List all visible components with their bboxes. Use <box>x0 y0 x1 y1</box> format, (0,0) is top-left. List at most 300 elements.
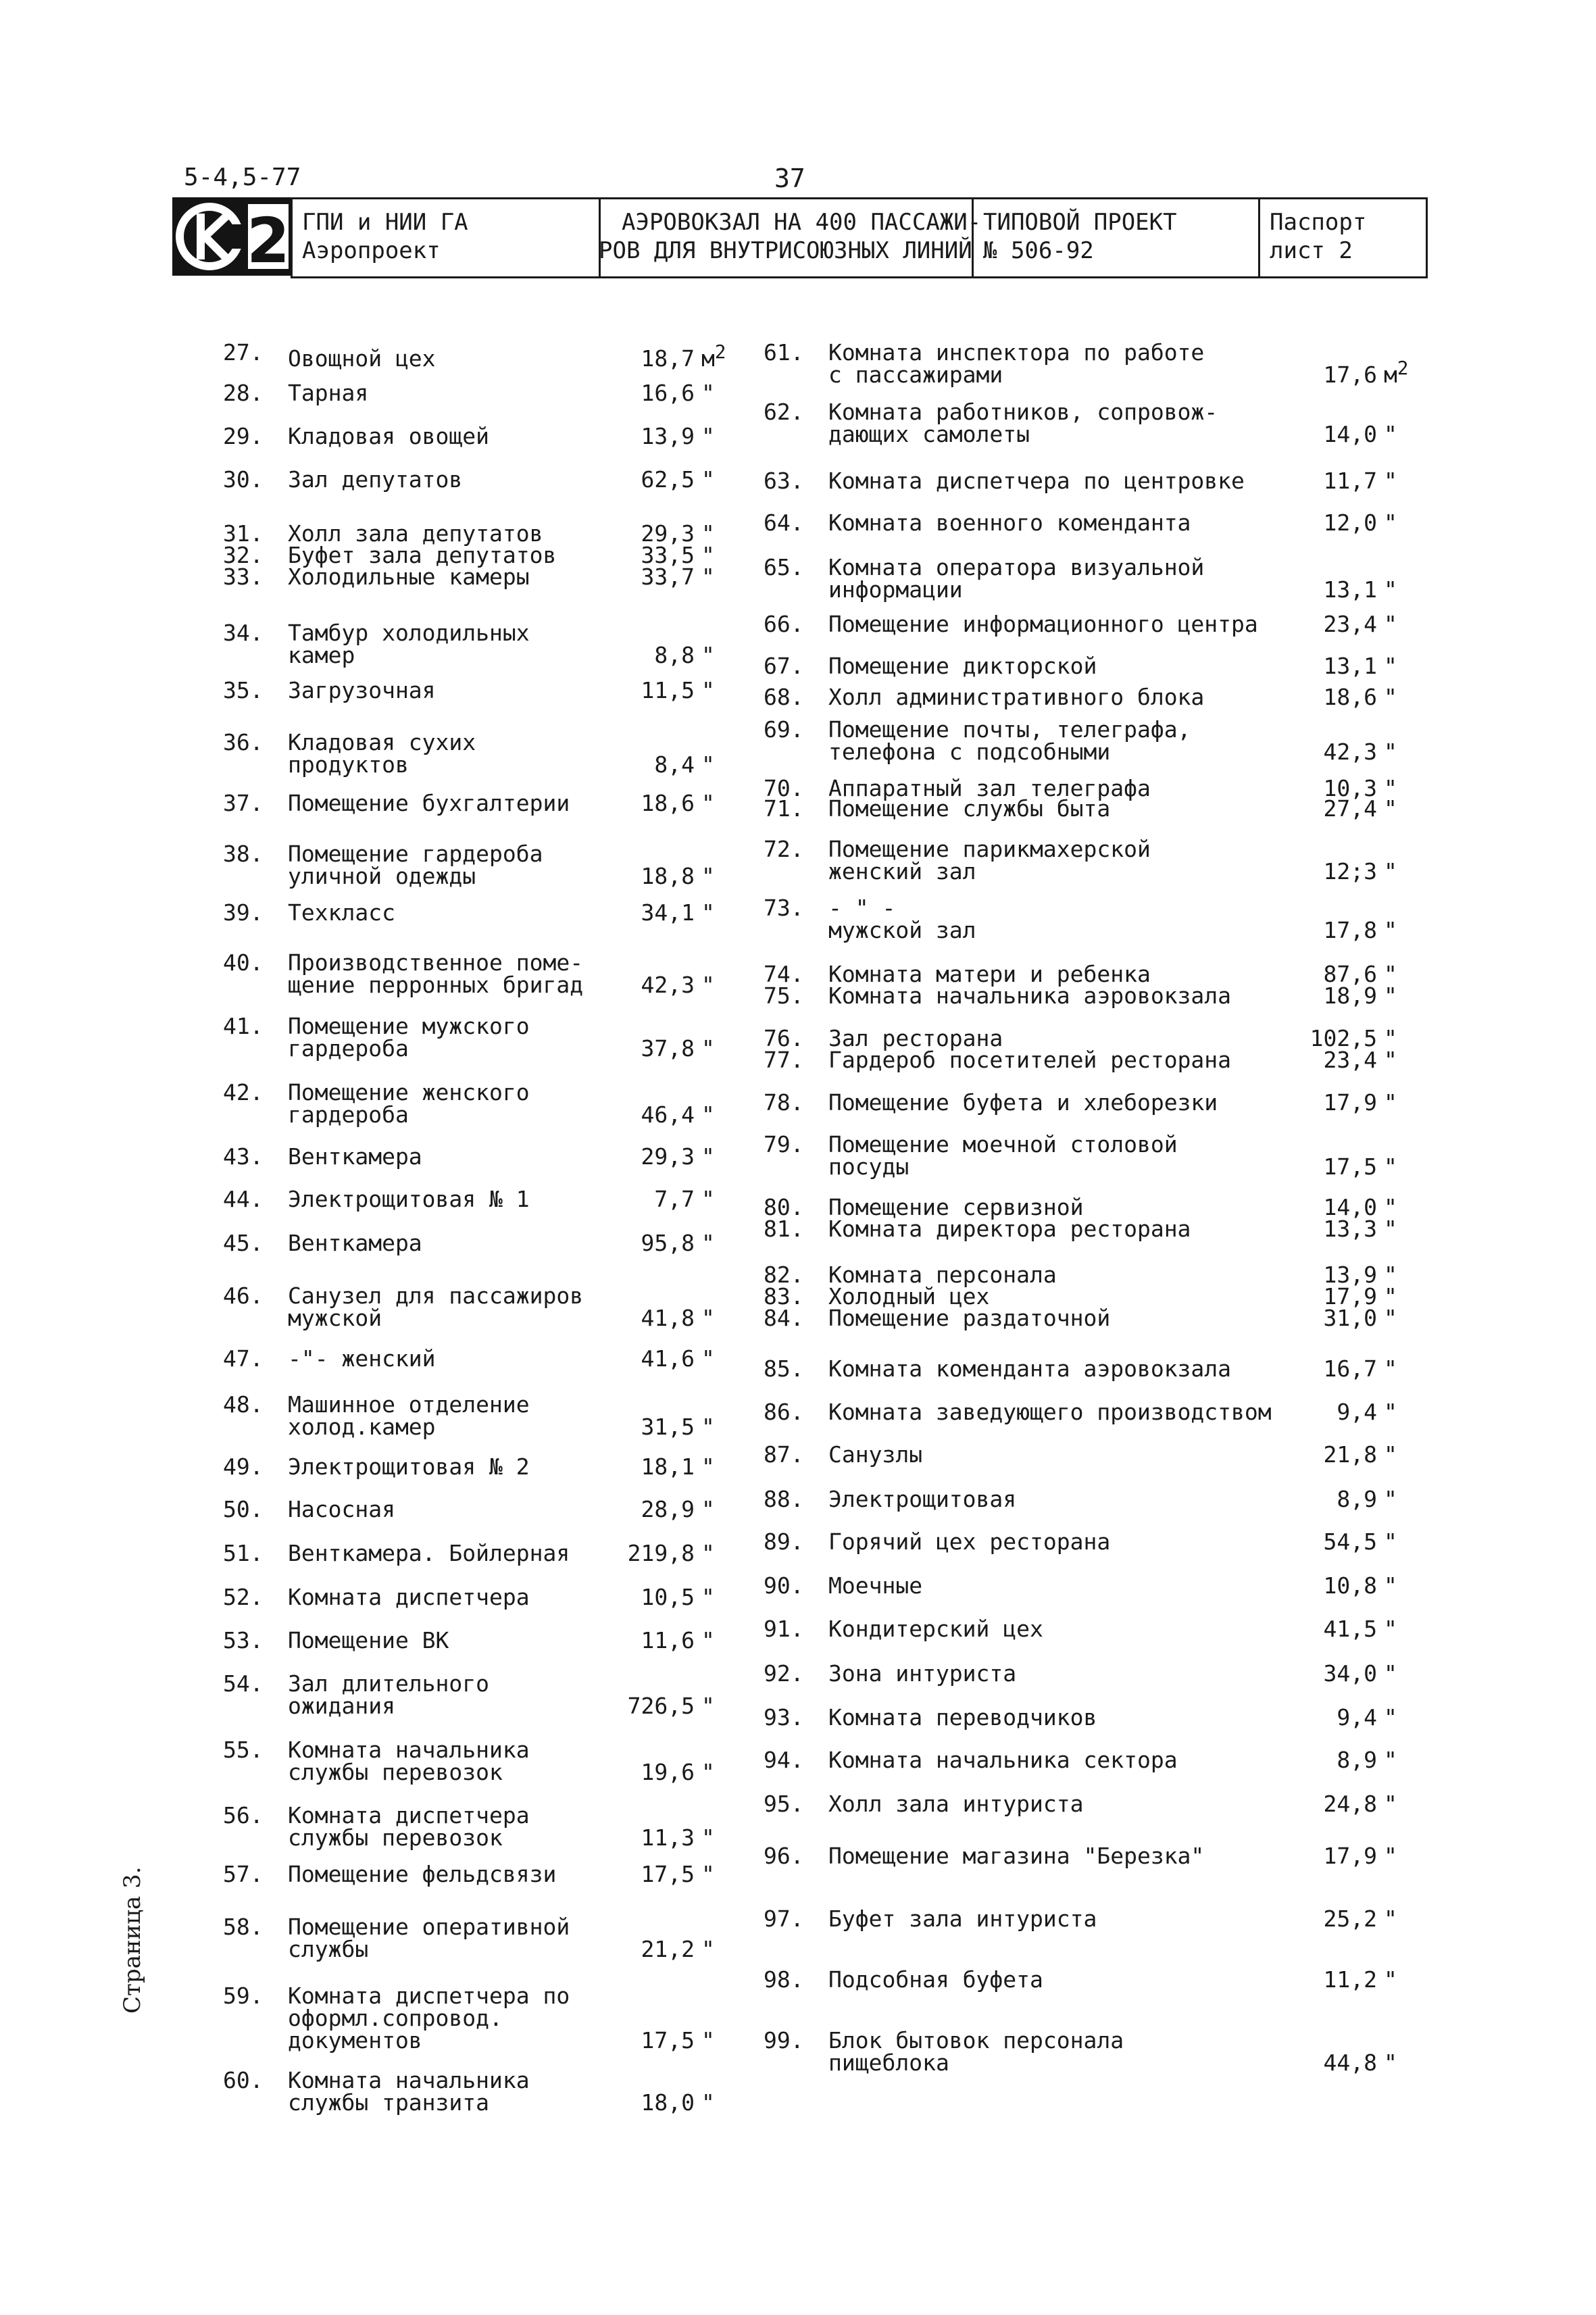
room-area: 31,5 <box>641 1414 695 1440</box>
room-number: 96. <box>764 1843 804 1869</box>
room-name: Овощной цех <box>288 345 436 372</box>
room-name: Насосная <box>288 1496 395 1522</box>
room-number: 33. <box>223 564 264 590</box>
room-name: Кладовая сухих продуктов <box>288 729 476 778</box>
room-row <box>223 843 728 887</box>
room-number: 80. <box>764 1194 804 1220</box>
room-name: Электрощитовая <box>828 1486 1017 1512</box>
room-number: 72. <box>764 836 804 862</box>
room-row <box>223 901 728 924</box>
room-row <box>223 425 728 447</box>
ditto-mark: " <box>1384 421 1397 447</box>
room-area: 8,9 <box>1337 1747 1377 1773</box>
room-name: Комната матери и ребенка <box>828 961 1151 987</box>
project-type: ТИПОВОЙ ПРОЕКТ <box>983 209 1177 236</box>
room-name: Комната начальника службы транзита <box>288 2067 530 2116</box>
room-name: Комната диспетчера <box>288 1584 530 1610</box>
room-area: 34,0 <box>1323 1660 1377 1687</box>
room-number: 39. <box>223 899 264 926</box>
room-row <box>223 1015 728 1060</box>
room-number: 38. <box>223 841 264 867</box>
room-name: Помещение дикторской <box>828 653 1097 679</box>
room-area: 31,0 <box>1323 1305 1377 1331</box>
room-name: Комната персонала <box>828 1262 1057 1288</box>
room-area: 29,3 <box>641 520 695 547</box>
room-number: 35. <box>223 677 264 703</box>
ditto-mark: " <box>1384 858 1397 885</box>
room-area: 33,7 <box>641 564 695 590</box>
room-row <box>764 982 1411 1009</box>
room-name: Машинное отделение холод.камер <box>288 1391 530 1440</box>
room-name: Моечные <box>828 1572 923 1599</box>
room-area: 11,7 <box>1323 468 1377 494</box>
document-title-cell <box>599 197 982 278</box>
room-number: 81. <box>764 1216 804 1242</box>
room-row <box>764 1355 1411 1382</box>
ditto-mark: " <box>1384 1047 1397 1073</box>
room-row <box>764 509 1411 536</box>
room-name: Венткамера <box>288 1230 422 1256</box>
ditto-mark: " <box>701 2027 715 2053</box>
room-name: Комната начальника сектора <box>828 1747 1178 1773</box>
room-row <box>764 1618 1411 1640</box>
room-number: 74. <box>764 961 804 987</box>
passport-cell <box>1260 197 1428 278</box>
organization-subname: Аэропроект <box>302 237 441 264</box>
room-area: 8,9 <box>1337 1486 1377 1512</box>
ditto-mark: " <box>701 899 715 926</box>
project-cell <box>974 197 1260 278</box>
room-row <box>223 1498 728 1520</box>
room-row <box>764 1401 1411 1423</box>
room-name: Зал депутатов <box>288 466 463 493</box>
room-number: 68. <box>764 684 804 710</box>
room-area: 16,7 <box>1323 1355 1377 1382</box>
logo <box>172 197 291 276</box>
room-area: 17,6 <box>1323 362 1377 388</box>
room-area: 37,8 <box>641 1035 695 1062</box>
room-area: 62,5 <box>641 466 695 493</box>
room-row <box>223 1347 728 1370</box>
room-area: 17,5 <box>641 2027 695 2053</box>
room-number: 75. <box>764 982 804 1009</box>
room-row <box>223 382 728 404</box>
room-area: 18,1 <box>641 1453 695 1480</box>
room-area: 10,8 <box>1323 1572 1377 1599</box>
room-number: 79. <box>764 1131 804 1158</box>
organization-name: ГПИ и НИИ ГА <box>302 209 468 236</box>
room-row <box>223 1081 728 1126</box>
ditto-mark: " <box>1384 1441 1397 1468</box>
room-name: Комната коменданта аэровокзала <box>828 1355 1232 1382</box>
room-number: 82. <box>764 1262 804 1288</box>
room-row <box>764 1968 1411 1991</box>
room-name: Зона интуриста <box>828 1660 1017 1687</box>
ditto-mark: " <box>701 1496 715 1522</box>
ditto-mark: " <box>701 2089 715 2116</box>
room-number: 84. <box>764 1305 804 1331</box>
room-row <box>764 1488 1411 1510</box>
room-area: 23,4 <box>1323 611 1377 637</box>
room-row <box>764 1218 1411 1240</box>
room-area: 18,9 <box>1323 982 1377 1009</box>
ditto-mark: " <box>1384 1355 1397 1382</box>
room-number: 55. <box>223 1737 264 1763</box>
room-name: Холодильные камеры <box>288 564 530 590</box>
room-row <box>223 1455 728 1478</box>
room-area: 18,8 <box>641 863 695 889</box>
room-number: 65. <box>764 554 804 580</box>
ditto-mark: " <box>1384 653 1397 679</box>
room-row <box>764 1133 1411 1178</box>
room-row <box>764 341 1411 386</box>
room-name: Комната работников, сопровож- дающих самолеты <box>828 399 1218 447</box>
area-unit <box>695 341 728 370</box>
room-row <box>764 1091 1411 1114</box>
room-row <box>223 1285 728 1329</box>
logo-emblem-icon <box>172 197 291 276</box>
ditto-mark: " <box>701 1936 715 1962</box>
room-name: Помещение информационного центра <box>828 611 1258 637</box>
room-name: Электрощитовая № 2 <box>288 1453 530 1480</box>
room-number: 53. <box>223 1627 264 1653</box>
unit-exponent: 2 <box>714 341 726 363</box>
document-code: 5-4,5-77 <box>184 164 301 191</box>
ditto-mark: " <box>701 1861 715 1887</box>
room-row <box>764 1662 1411 1685</box>
room-area: 12;3 <box>1323 858 1377 885</box>
room-name: Тамбур холодильных камер <box>288 620 530 668</box>
ditto-mark: " <box>1384 1704 1397 1731</box>
room-name: Комната инспектора по работе с пассажирами <box>828 339 1205 388</box>
room-area: 33,5 <box>641 542 695 568</box>
room-area: 41,5 <box>1323 1616 1377 1642</box>
ditto-mark: " <box>1384 1025 1397 1051</box>
room-row <box>223 1863 728 1885</box>
room-name: Блок бытовок персонала пищеблока <box>828 2027 1124 2076</box>
room-name: Венткамера. Бойлерная <box>288 1540 570 1566</box>
room-area: 42,3 <box>641 972 695 998</box>
room-name: Помещение буфета и хлеборезки <box>828 1089 1218 1116</box>
room-area: 24,8 <box>1323 1791 1377 1817</box>
room-name: Кладовая овощей <box>288 423 490 449</box>
room-name: - " - мужской зал <box>828 895 976 943</box>
room-area: 13,3 <box>1323 1216 1377 1242</box>
room-area: 12,0 <box>1323 509 1377 536</box>
ditto-mark: " <box>1384 1843 1397 1869</box>
ditto-mark: " <box>1384 1616 1397 1642</box>
ditto-mark: " <box>1384 2049 1397 2076</box>
ditto-mark: " <box>701 520 715 547</box>
room-number: 77. <box>764 1047 804 1073</box>
ditto-mark: " <box>1384 982 1397 1009</box>
room-number: 30. <box>223 466 264 493</box>
room-area: 11,3 <box>641 1824 695 1851</box>
room-area: 18,7 <box>641 345 695 372</box>
room-name: Комната переводчиков <box>828 1704 1097 1731</box>
room-name: Буфет зала интуриста <box>828 1906 1097 1932</box>
logo-letter: 2 <box>246 205 291 276</box>
room-name: Холл административного блока <box>828 684 1205 710</box>
room-row <box>764 1793 1411 1815</box>
room-area: 41,6 <box>641 1345 695 1372</box>
room-name: Загрузочная <box>288 677 436 703</box>
ditto-mark: " <box>701 1345 715 1372</box>
room-area: 18,6 <box>1323 684 1377 710</box>
room-name: Помещение магазина "Березка" <box>828 1843 1205 1869</box>
room-name: Венткамера <box>288 1143 422 1170</box>
room-number: 28. <box>223 380 264 406</box>
ditto-mark: " <box>1384 917 1397 943</box>
room-name: Комната диспетчера по центровке <box>828 468 1245 494</box>
room-name: Кондитерский цех <box>828 1616 1043 1642</box>
room-row <box>764 797 1411 820</box>
unit-exponent: 2 <box>1397 357 1409 379</box>
room-name: Зал ресторана <box>828 1025 1003 1051</box>
room-area: 23,4 <box>1323 1047 1377 1073</box>
ditto-mark: " <box>701 1143 715 1170</box>
room-name: Техкласс <box>288 899 395 926</box>
unit-symbol: м <box>701 345 715 372</box>
room-name: Комната диспетчера по оформл.сопровод. документов <box>288 1983 570 2053</box>
area-unit <box>1377 357 1411 386</box>
room-area: 25,2 <box>1323 1906 1377 1932</box>
ditto-mark: " <box>701 380 715 406</box>
room-row <box>223 1739 728 1783</box>
room-row <box>223 1232 728 1254</box>
room-name: Комната диспетчера службы перевозок <box>288 1802 530 1851</box>
room-area: 19,6 <box>641 1759 695 1785</box>
room-number: 60. <box>223 2067 264 2093</box>
room-area: 44,8 <box>1323 2049 1377 2076</box>
room-number: 51. <box>223 1540 264 1566</box>
ditto-mark: " <box>1384 684 1397 710</box>
room-row <box>223 1188 728 1210</box>
room-number: 91. <box>764 1616 804 1642</box>
ditto-mark: " <box>701 1540 715 1566</box>
ditto-mark: " <box>701 564 715 590</box>
room-name: Помещение сервизной <box>828 1194 1084 1220</box>
room-number: 41. <box>223 1013 264 1039</box>
room-row <box>223 2069 728 2114</box>
room-number: 44. <box>223 1186 264 1212</box>
room-row <box>764 1049 1411 1071</box>
ditto-mark: " <box>701 863 715 889</box>
ditto-mark: " <box>1384 509 1397 536</box>
ditto-mark: " <box>701 790 715 816</box>
room-number: 94. <box>764 1747 804 1773</box>
room-row <box>223 566 728 588</box>
room-number: 49. <box>223 1453 264 1480</box>
room-area: 11,5 <box>641 677 695 703</box>
room-area: 29,3 <box>641 1143 695 1170</box>
room-number: 71. <box>764 795 804 822</box>
room-number: 87. <box>764 1441 804 1468</box>
ditto-mark: " <box>1384 1262 1397 1288</box>
room-area: 11,6 <box>641 1627 695 1653</box>
room-area: 42,3 <box>1323 739 1377 765</box>
room-name: Подсобная буфета <box>828 1966 1043 1993</box>
project-number: № 506-92 <box>983 237 1094 264</box>
room-name: Помещение оперативной службы <box>288 1914 570 1962</box>
room-area: 41,8 <box>641 1305 695 1331</box>
ditto-mark: " <box>1384 1528 1397 1555</box>
room-area: 8,8 <box>654 642 695 668</box>
room-number: 66. <box>764 611 804 637</box>
title-block <box>172 197 1426 276</box>
room-row <box>223 679 728 701</box>
room-row <box>764 1443 1411 1466</box>
ditto-mark: " <box>701 1759 715 1785</box>
ditto-mark: " <box>1384 1399 1397 1425</box>
room-area: 9,4 <box>1337 1704 1377 1731</box>
room-name: Помещение парикмахерской женский зал <box>828 836 1151 885</box>
room-row <box>223 622 728 666</box>
room-number: 69. <box>764 716 804 743</box>
room-area: 9,4 <box>1337 1399 1377 1425</box>
room-name: Комната заведующего производством <box>828 1399 1272 1425</box>
room-number: 46. <box>223 1283 264 1309</box>
ditto-mark: " <box>1384 1216 1397 1242</box>
room-number: 48. <box>223 1391 264 1418</box>
room-number: 62. <box>764 399 804 425</box>
ditto-mark: " <box>701 1824 715 1851</box>
room-row <box>223 1145 728 1168</box>
room-number: 29. <box>223 423 264 449</box>
room-name: Производственное поме- щение перронных бригад <box>288 949 584 998</box>
room-area: 10,5 <box>641 1584 695 1610</box>
room-area: 46,4 <box>641 1101 695 1128</box>
room-number: 52. <box>223 1584 264 1610</box>
room-number: 95. <box>764 1791 804 1817</box>
room-row <box>223 731 728 776</box>
room-area: 17,5 <box>641 1861 695 1887</box>
room-area: 18,6 <box>641 790 695 816</box>
room-area: 219,8 <box>627 1540 695 1566</box>
room-number: 43. <box>223 1143 264 1170</box>
page-number: 37 <box>774 164 805 193</box>
room-number: 59. <box>223 1983 264 2009</box>
room-name: Комната оператора визуальной информации <box>828 554 1205 603</box>
ditto-mark: " <box>701 466 715 493</box>
room-name: Санузлы <box>828 1441 923 1468</box>
room-name: Буфет зала депутатов <box>288 542 557 568</box>
room-number: 70. <box>764 775 804 801</box>
room-name: Гардероб посетителей ресторана <box>828 1047 1232 1073</box>
ditto-mark: " <box>1384 1660 1397 1687</box>
room-row <box>223 951 728 996</box>
room-name: Зал длительного ожидания <box>288 1670 490 1719</box>
room-number: 45. <box>223 1230 264 1256</box>
room-name: Помещение почты, телеграфа, телефона с подсобными <box>828 716 1191 765</box>
room-number: 57. <box>223 1861 264 1887</box>
room-area: 95,8 <box>641 1230 695 1256</box>
room-row <box>223 1916 728 1960</box>
room-area: 17,9 <box>1323 1089 1377 1116</box>
room-area: 10,3 <box>1323 775 1377 801</box>
room-number: 73. <box>764 895 804 921</box>
room-row <box>223 792 728 814</box>
organization-cell <box>291 197 601 278</box>
room-area: 11,2 <box>1323 1966 1377 1993</box>
ditto-mark: " <box>701 1186 715 1212</box>
ditto-mark: " <box>701 1693 715 1719</box>
room-number: 88. <box>764 1486 804 1512</box>
room-number: 40. <box>223 949 264 976</box>
room-row <box>764 836 1411 885</box>
ditto-mark: " <box>701 1230 715 1256</box>
room-number: 98. <box>764 1966 804 1993</box>
room-name: Санузел для пассажиров мужской <box>288 1283 584 1331</box>
room-number: 67. <box>764 653 804 679</box>
room-row <box>223 1985 728 2051</box>
ditto-mark: " <box>701 972 715 998</box>
room-area: 87,6 <box>1323 961 1377 987</box>
room-area: 13,1 <box>1323 653 1377 679</box>
room-area: 7,7 <box>654 1186 695 1212</box>
room-row <box>764 897 1411 941</box>
ditto-mark: " <box>701 1035 715 1062</box>
ditto-mark: " <box>1384 468 1397 494</box>
sheet-number: лист 2 <box>1270 237 1353 264</box>
ditto-mark: " <box>1384 739 1397 765</box>
room-number: 42. <box>223 1079 264 1105</box>
room-name: Холл зала интуриста <box>828 1791 1084 1817</box>
ditto-mark: " <box>1384 961 1397 987</box>
room-area: 14,0 <box>1323 421 1377 447</box>
room-number: 50. <box>223 1496 264 1522</box>
room-name: Комната начальника службы перевозок <box>288 1737 530 1785</box>
room-area: 34,1 <box>641 899 695 926</box>
room-row <box>764 718 1411 763</box>
room-name: Тарная <box>288 380 369 406</box>
page-side-label: Страница 3. <box>119 1866 146 2014</box>
document-title-line2: РОВ ДЛЯ ВНУТРИСОЮЗНЫХ ЛИНИЙ <box>599 237 972 264</box>
room-name: Помещение моечной столовой посуды <box>828 1131 1178 1180</box>
room-number: 56. <box>223 1802 264 1828</box>
room-name: Холл зала депутатов <box>288 520 543 547</box>
room-row <box>223 1804 728 1849</box>
room-number: 99. <box>764 2027 804 2053</box>
room-row <box>764 1908 1411 1930</box>
ditto-mark: " <box>1384 775 1397 801</box>
ditto-mark: " <box>1384 1305 1397 1331</box>
room-number: 34. <box>223 620 264 646</box>
room-row <box>764 1845 1411 1867</box>
room-row <box>223 1542 728 1564</box>
room-number: 32. <box>223 542 264 568</box>
room-number: 54. <box>223 1670 264 1697</box>
ditto-mark: " <box>701 751 715 778</box>
room-row <box>223 1393 728 1438</box>
room-name: Электрощитовая № 1 <box>288 1186 530 1212</box>
ditto-mark: " <box>701 1453 715 1480</box>
room-number: 85. <box>764 1355 804 1382</box>
room-number: 27. <box>223 339 264 366</box>
ditto-mark: " <box>1384 1089 1397 1116</box>
room-number: 86. <box>764 1399 804 1425</box>
room-row <box>223 1629 728 1651</box>
ditto-mark: " <box>701 1101 715 1128</box>
room-area: 102,5 <box>1310 1025 1377 1051</box>
ditto-mark: " <box>701 1305 715 1331</box>
room-area: 27,4 <box>1323 795 1377 822</box>
room-area: 16,6 <box>641 380 695 406</box>
room-name: Помещение бухгалтерии <box>288 790 570 816</box>
room-name: Помещение службы быта <box>828 795 1111 822</box>
room-name: Помещение женского гардероба <box>288 1079 530 1128</box>
room-row <box>764 1574 1411 1597</box>
